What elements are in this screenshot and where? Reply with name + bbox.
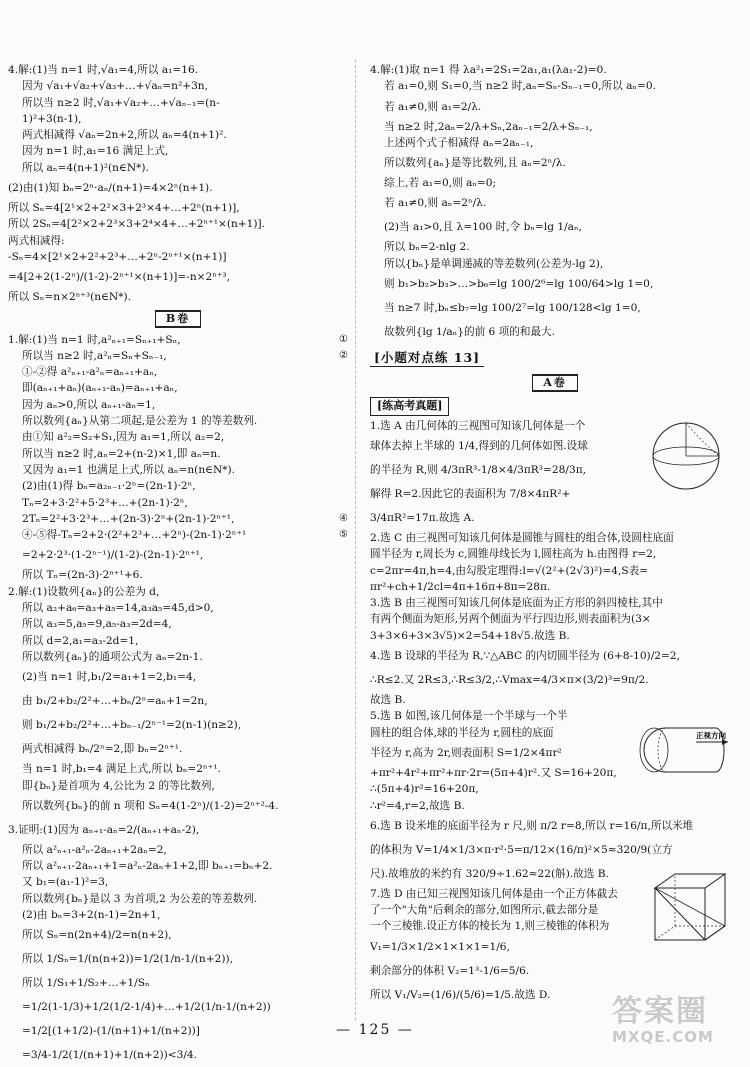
text-line: 若 a₁≠0,则 a₁=2/λ. bbox=[384, 100, 482, 113]
text-line: 因为 aₙ>0,所以 aₙ₊₁-aₙ=1, bbox=[22, 398, 156, 411]
text-line: (2)由(1)得 bₙ=a₂ₙ₋₁·2ⁿ=(2n-1)·2ⁿ, bbox=[22, 480, 196, 493]
text-line: πr²+ch+1/2cl=4π+16π+8π=28π. bbox=[370, 580, 551, 593]
text-line: 故数列{lg 1/aₙ}的前 6 项的和最大. bbox=[384, 326, 556, 339]
text-line: =2+2·2³·(1-2ⁿ⁻¹)/(1-2)-(2n-1)·2ⁿ⁺¹, bbox=[22, 549, 204, 562]
text-line: 则 b₁>b₂>b₃>…>b₆=lg 100/2⁶=lg 100/64>lg 1=0, bbox=[384, 278, 654, 291]
text-line: +πr²+4r²+πr²+πr·2r=(5π+4)r².又 S=16+20π, bbox=[370, 766, 617, 779]
text-line: 所以 Sₙ=n×2ⁿ⁺³(n∈N*). bbox=[8, 291, 131, 304]
text-line: 上述两个式子相减得 aₙ=2aₙ₋₁, bbox=[384, 136, 534, 149]
text-line: 又 b₁=(a₁-1)²=3, bbox=[22, 876, 109, 889]
text-line: 3.选 B 由三视图可知该几何体是底面为正方形的斜四棱柱,其中 bbox=[370, 597, 663, 610]
text-line: 6.选 B 设米堆的底面半径为 r 尺,则 π/2 r=8,所以 r=16/π,所以米堆 bbox=[370, 819, 694, 832]
text-line: Tₙ=2+3·2²+5·2³+…+(2n-1)·2ⁿ, bbox=[22, 496, 188, 509]
text-line: 剩余部分的体积 V₂=1³-1/6=5/6. bbox=[370, 964, 530, 977]
text-line: 2.选 C 由三视图可知该几何体是圆锥与圆柱的组合体,设圆柱底面 bbox=[370, 531, 674, 544]
problem-4-part-1 bbox=[8, 62, 348, 176]
section-b-label: B卷 bbox=[155, 310, 201, 328]
text-line: 所以数列{aₙ}的通项公式为 aₙ=2n-1. bbox=[22, 650, 203, 663]
text-line: 4.选 B 设球的半径为 R,∵△ABC 的内切圆半径为 (6+8-10)/2=2, bbox=[370, 650, 680, 663]
text-line: 1.解:(1)当 n=1 时,a²ₙ₊₁=Sₙ₊₁+Sₙ, bbox=[8, 333, 181, 346]
text-line: 圆柱的组合体,球的半径为 r,圆柱的底面 bbox=[370, 726, 554, 739]
right-column bbox=[370, 62, 740, 1007]
equation-marker: ⑤ bbox=[339, 529, 348, 541]
text-line: (2)由 bₙ=3+2(n-1)=2n+1, bbox=[22, 908, 161, 921]
text-line: 有两个侧面为矩形,另两个侧面为平行四边形,则表面积为(3× bbox=[370, 613, 651, 626]
text-line: 3.证明:(1)因为 aₙ₊₁-aₙ=2/(aₙ₊₁+aₙ-2), bbox=[8, 823, 200, 836]
text-line: ∴(5π+4)r²=16+20π, bbox=[370, 783, 479, 796]
practice-label: [练高考真题] bbox=[370, 397, 449, 415]
question-7 bbox=[370, 886, 642, 1007]
equation-marker: ① bbox=[339, 333, 348, 345]
text-line: 所以 Sₙ=n(2n+4)/2=n(n+2), bbox=[22, 929, 172, 942]
column-divider bbox=[355, 60, 356, 1020]
text-line: 所以 a²ₙ₊₁-2aₙ₊₁+1=a²ₙ-2aₙ+1+2,即 bₙ₊₁=bₙ+2. bbox=[22, 860, 273, 873]
question-4 bbox=[370, 644, 740, 708]
cube-figure bbox=[645, 866, 735, 948]
text-line: =4[2+2(1-2ⁿ)/(1-2)-2ⁿ⁺¹×(n+1)]=-n×2ⁿ⁺³, bbox=[8, 271, 231, 284]
text-line: 因为 √a₁+√a₂+√a₃+…+√aₙ=n²+3n, bbox=[22, 80, 208, 93]
section-title: [小题对点练 13] bbox=[370, 350, 484, 367]
text-line: 即{bₙ}是首项为 4,公比为 2 的等比数列, bbox=[22, 779, 215, 792]
text-line: 两式相减得 bₙ/2ⁿ=2,即 bₙ=2ⁿ⁺¹. bbox=[22, 743, 183, 756]
text-line: 所以数列{bₙ}的前 n 项和 Sₙ=4(1-2ⁿ)/(1-2)=2ⁿ⁺²-4. bbox=[22, 799, 279, 812]
question-1 bbox=[370, 418, 642, 530]
section-a-label: A卷 bbox=[532, 374, 578, 392]
text-line: 所以 2Sₙ=4[2²×2+2³×3+2⁴×4+…+2ⁿ⁺¹×(n+1)]. bbox=[8, 218, 266, 231]
text-line: 2Tₙ=2²+3·2³+…+(2n-3)·2ⁿ+(2n-1)·2ⁿ⁺¹, bbox=[22, 512, 235, 525]
text-line: (2)当 n=1 时,b₁/2=a₁+1=2,b₁=4, bbox=[22, 671, 197, 684]
text-line: 所以 a₂+a₆=a₃+a₅=14,a₃a₅=45,d>0, bbox=[22, 602, 214, 615]
text-line: 解得 R=2.因此它的表面积为 7/8×4πR²+ bbox=[370, 487, 571, 500]
text-line: 所以 V₁/V₂=(1/6)/(5/6)=1/5.故选 D. bbox=[370, 988, 551, 1001]
text-line: 的半径为 R,则 4/3πR³-1/8×4/3πR³=28/3π, bbox=[370, 463, 587, 476]
text-line: 故选 B. bbox=[370, 694, 406, 707]
text-line: 所以 a²ₙ₊₁-a²ₙ-2aₙ₊₁+2aₙ=2, bbox=[22, 843, 167, 856]
text-line: 则 b₁/2+b₂/2²+…+bₙ₋₁/2ⁿ⁻¹=2(n-1)(n≥2), bbox=[22, 719, 242, 732]
left-column bbox=[8, 62, 348, 1067]
question-5 bbox=[370, 708, 632, 813]
text-line: 所以 Tₙ=(2n-3)·2ⁿ⁺¹+6. bbox=[22, 569, 143, 582]
text-line: 所以当 n≥2 时,aₙ=2+(n-2)×1,即 aₙ=n. bbox=[22, 447, 221, 460]
hemisphere-figure bbox=[640, 420, 732, 492]
problem-2 bbox=[8, 584, 348, 818]
half-cylinder-figure bbox=[636, 718, 732, 784]
text-line: 所以 1/Sₙ=1/(n(n+2))=1/2(1/n-1/(n+2)), bbox=[22, 953, 233, 966]
text-line: =3/4-1/2(1/(n+1)+1/(n+2))<3/4. bbox=[22, 1049, 198, 1062]
text-line: 由 b₁/2+b₂/2²+…+bₙ/2ⁿ=aₙ+1=2n, bbox=[22, 695, 208, 708]
text-line: 即(aₙ₊₁+aₙ)(aₙ₊₁-aₙ)=aₙ₊₁+aₙ, bbox=[22, 382, 178, 395]
text-line: (2)由(1)知 bₙ=2ⁿ·aₙ/(n+1)=4×2ⁿ(n+1). bbox=[8, 182, 213, 195]
text-line: ④-⑤得-Tₙ=2+2·(2²+2³+…+2ⁿ)-(2n-1)·2ⁿ⁺¹ bbox=[22, 529, 247, 542]
text-line: c=2πr=4π,h=4,由勾股定理得:l=√(2²+(2√3)²)=4,S表= bbox=[370, 564, 649, 577]
view-direction-label: 正视方向 bbox=[696, 731, 726, 740]
text-line: -Sₙ=4×[2¹×2+2²+2³+…+2ⁿ-2ⁿ⁺¹×(n+1)] bbox=[8, 250, 227, 263]
text-line: 1.选 A 由几何体的三视图可知该几何体是一个 bbox=[370, 419, 586, 432]
text-line: 所以 a₃=5,a₅=9,a₅-a₃=2d=4, bbox=[22, 618, 172, 631]
text-line: 所以当 n≥2 时,a²ₙ=Sₙ+Sₙ₋₁, bbox=[22, 349, 167, 362]
text-line: 若 a₁=0,则 S₁=0,当 n≥2 时,aₙ=Sₙ-Sₙ₋₁=0,所以 aₙ=0. bbox=[384, 80, 656, 93]
text-line: ①-②得 a²ₙ₊₁-a²ₙ=aₙ₊₁+aₙ, bbox=[22, 366, 158, 379]
text-line: 所以数列{bₙ}是以 3 为首项,2 为公差的等差数列. bbox=[22, 892, 258, 905]
text-line: 综上,若 a₁=0,则 aₙ=0; bbox=[384, 177, 497, 190]
text-line: 所以数列{aₙ}是等比数列,且 aₙ=2ⁿ/λ. bbox=[384, 157, 566, 170]
text-line: 所以数列{aₙ}从第二项起,是公差为 1 的等差数列. bbox=[22, 415, 258, 428]
text-line: 若 a₁≠0,则 aₙ=2ⁿ/λ. bbox=[384, 197, 487, 210]
text-line: V₁=1/3×1/2×1×1×1=1/6, bbox=[370, 940, 510, 953]
watermark-logo bbox=[612, 996, 742, 1056]
watermark-line-1: 答案圈 bbox=[612, 994, 708, 1029]
text-line: 所以当 n≥2 时,√a₁+√a₂+…+√aₙ₋₁=(n- bbox=[22, 96, 220, 109]
text-line: 1)²+3(n-1), bbox=[22, 112, 82, 125]
page-number-value: 125 bbox=[358, 1022, 392, 1038]
text-line: 半径为 r,高为 2r,则表面积 S=1/2×4πr² bbox=[370, 746, 562, 759]
text-line: 圆半径为 r,周长为 c,圆锥母线长为 l,圆柱高为 h.由图得 r=2, bbox=[370, 548, 657, 561]
text-line: 又因为 a₁=1 也满足上式,所以 aₙ=n(n∈N*). bbox=[22, 463, 236, 476]
text-line: 2.解:(1)设数列{aₙ}的公差为 d, bbox=[8, 585, 160, 598]
equation-marker: ④ bbox=[339, 512, 348, 524]
section-b-header bbox=[8, 310, 348, 328]
text-line: 球体去掉上半球的 1/4,得到的几何体如图.设球 bbox=[370, 439, 588, 452]
text-line: 7.选 D 由已知三视图知该几何体是由一个正方体截去 bbox=[370, 887, 618, 900]
text-line: =1/2[(1+1/2)-(1/(n+1)+1/(n+2))] bbox=[22, 1025, 200, 1038]
text-line: 所以 Sₙ=4[2¹×2+2²×3+2³×4+…+2ⁿ(n+1)], bbox=[8, 202, 240, 215]
text-line: 5.选 B 如图,该几何体是一个半球与一个半 bbox=[370, 710, 568, 723]
text-line: 由①知 a²₂=S₂+S₁,因为 a₁=1,所以 a₂=2, bbox=[22, 431, 225, 444]
text-line: 4.解:(1)取 n=1 得 λa²₁=2S₁=2a₁,a₁(λa₁-2)=0. bbox=[370, 64, 607, 76]
text-line: 所以 d=2,a₁=a₃-2d=1, bbox=[22, 634, 139, 647]
problem-4-right bbox=[370, 62, 740, 344]
text-line: ∴R≤2.又 2R≤3,∴R≤3/2,∴Vmax=4/3×π×(3/2)³=9π/2. bbox=[370, 674, 649, 687]
text-line: 了一个"大角"后剩余的部分,如图所示,截去部分是 bbox=[370, 904, 599, 917]
text-line: 3/4πR²=17π.故选 A. bbox=[370, 511, 475, 524]
text-line: 4.解:(1)当 n=1 时,√a₁=4,所以 a₁=16. bbox=[8, 64, 199, 76]
text-line: ∴r²=4,r=2,故选 B. bbox=[370, 799, 465, 812]
text-line: 所以 bₙ=2-nlg 2. bbox=[384, 241, 470, 254]
text-line: 当 n≥7 时,bₙ≤b₇=lg 100/2⁷=lg 100/128<lg 1=0, bbox=[384, 302, 641, 315]
equation-marker: ② bbox=[339, 349, 348, 361]
text-line: 两式相减得 √aₙ=2n+2,所以 aₙ=4(n+1)². bbox=[22, 129, 227, 142]
question-2 bbox=[370, 530, 740, 595]
watermark-line-2: MXQE.COM bbox=[612, 1028, 714, 1046]
text-line: 因为 n=1 时,a₁=16 满足上式, bbox=[22, 145, 169, 158]
text-line: 所以{bₙ}是单调递减的等差数列(公差为-lg 2), bbox=[384, 257, 604, 270]
text-line: 一个三棱锥.设正方体的棱长为 1,则三棱锥的体积为 bbox=[370, 920, 610, 933]
problem-1 bbox=[8, 332, 348, 584]
text-line: 两式相减得: bbox=[8, 234, 65, 247]
section-a-header bbox=[370, 374, 740, 392]
text-line: 所以 aₙ=4(n+1)²(n∈N*). bbox=[22, 161, 149, 174]
text-line: 所以 1/S₁+1/S₂+…+1/Sₙ bbox=[22, 977, 150, 990]
question-3 bbox=[370, 595, 740, 644]
text-line: 尺).故堆放的米约有 320/9÷1.62≈22(斛).故选 B. bbox=[370, 867, 609, 880]
problem-4-part-2 bbox=[8, 176, 348, 305]
text-line: 3+3×6+3×3√5)×2=54+18√5.故选 B. bbox=[370, 629, 570, 642]
text-line: (2)当 a₁>0,且 λ=100 时,令 bₙ=lg 1/aₙ, bbox=[384, 221, 582, 234]
text-line: 当 n=1 时,b₁=4 满足上式,所以 bₙ=2ⁿ⁺¹. bbox=[22, 763, 221, 776]
page-number: — 125 — bbox=[336, 1022, 414, 1038]
text-line: 当 n≥2 时,2aₙ=2/λ+Sₙ,2aₙ₋₁=2/λ+Sₙ₋₁, bbox=[384, 120, 593, 133]
text-line: =1/2(1-1/3)+1/2(1/2-1/4)+…+1/2(1/n-1/(n+2)) bbox=[22, 1001, 271, 1014]
text-line: 的体积为 V=1/4×1/3×π·r²·5=π/12×(16/π)²×5≈320/9(立方 bbox=[370, 843, 673, 856]
